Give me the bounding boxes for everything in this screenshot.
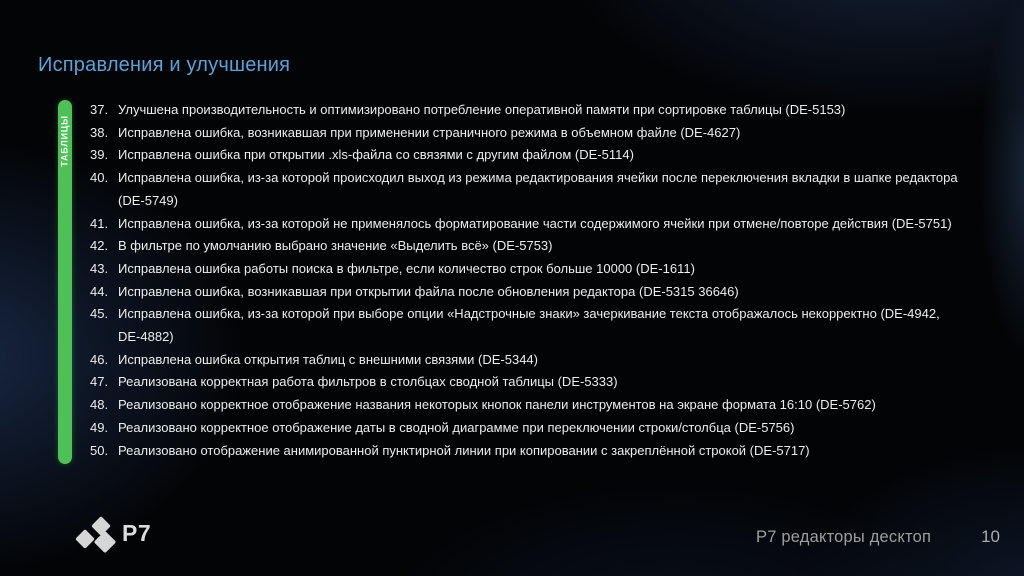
- page-number: 10: [981, 527, 1000, 546]
- logo-diamond-icon: [75, 529, 95, 549]
- list-item-number: 44.: [90, 283, 109, 299]
- list-item: [90, 167, 1008, 212]
- list-item-text: Реализована корректная работа фильтров в столбцах сводной таблицы (DE-5333): [118, 374, 618, 390]
- list-item-number: 37.: [90, 102, 109, 117]
- list-item-number: 40.: [90, 170, 109, 186]
- list-item: [90, 371, 1008, 394]
- page-title: Исправления и улучшения: [38, 54, 291, 76]
- list-item: [90, 122, 1008, 145]
- list-item: [90, 349, 1008, 372]
- p7-logo: [70, 512, 190, 562]
- footer: [756, 527, 1000, 547]
- list-item-text: Исправлена ошибка открытия таблиц с внешними связями (DE-5344): [118, 351, 538, 367]
- list-item-text: Исправлена ошибка, из-за которой не применялось форматирование части содержимого ячейки при отмене/повторе действия (DE-5751): [118, 215, 952, 231]
- list-item-text: Улучшена производительность и оптимизировано потребление оперативной памяти при сортировке таблицы (DE-5153): [118, 102, 846, 117]
- list-item-number: 43.: [90, 260, 109, 276]
- list-item-number: 42.: [90, 238, 109, 254]
- list-item: [90, 417, 1008, 440]
- list-item-text: Исправлена ошибка, возникавшая при открытии файла после обновления редактора (DE-5315 36646): [118, 283, 739, 299]
- list-item-text: Исправлена ошибка, из-за которой при выборе опции «Надстрочные знаки» зачеркивание текста отображалось некорректно (DE-4942, DE-4882): [118, 306, 940, 345]
- list-item: [90, 303, 1008, 348]
- logo-text: Р7: [122, 520, 152, 546]
- list-item-text: Исправлена ошибка, возникавшая при применении страничного режима в объемном файле (DE-4627): [118, 124, 741, 140]
- list-item-text: Исправлена ошибка работы поиска в фильтре, если количество строк больше 10000 (DE-1611): [118, 260, 695, 276]
- list-item-text: Реализовано корректное отображение даты в сводной диаграмме при переключении строки/столбца (DE-5756): [118, 419, 795, 435]
- list-item: [90, 281, 1008, 304]
- list-item: [90, 144, 1008, 167]
- list-item: [90, 99, 1008, 122]
- list-item-text: Исправлена ошибка, из-за которой происходил выход из режима редактирования ячейки после переключения вкладки в шапке редактора (DE-5749): [118, 170, 958, 208]
- list-item-number: 41.: [90, 215, 109, 231]
- logo-diamond-icon: [94, 531, 117, 554]
- list-item-text: В фильтре по умолчанию выбрано значение «Выделить всё» (DE-5753): [118, 238, 553, 254]
- list-item: [90, 258, 1008, 281]
- list-item-number: 49.: [90, 419, 109, 435]
- list-item-text: Исправлена ошибка при открытии .xls-файла со связями с другим файлом (DE-5114): [118, 147, 634, 163]
- list-item-number: 47.: [90, 374, 109, 390]
- list-item: [90, 213, 1008, 236]
- category-tag-label: ТАБЛИЦЫ: [60, 115, 71, 167]
- list-item-number: 38.: [90, 124, 109, 140]
- list-item: [90, 394, 1008, 417]
- category-tag-label-wrap: [58, 102, 72, 180]
- list-item-number: 46.: [90, 351, 109, 367]
- changelog-list: [90, 99, 1008, 462]
- list-item: [90, 235, 1008, 258]
- footer-product-name: Р7 редакторы десктоп: [756, 528, 932, 546]
- list-item: [90, 440, 1008, 463]
- category-tag-bar: [58, 100, 72, 464]
- list-item-number: 48.: [90, 397, 109, 413]
- list-item-text: Реализовано корректное отображение названия некоторых кнопок панели инструментов на экране формата 16:10 (DE-5762): [118, 397, 876, 413]
- list-item-number: 39.: [90, 147, 109, 163]
- list-item-number: 45.: [90, 306, 109, 322]
- list-item-number: 50.: [90, 442, 109, 458]
- list-item-text: Реализовано отображение анимированной пунктирной линии при копировании с закреплённой строкой (DE-5717): [118, 442, 810, 458]
